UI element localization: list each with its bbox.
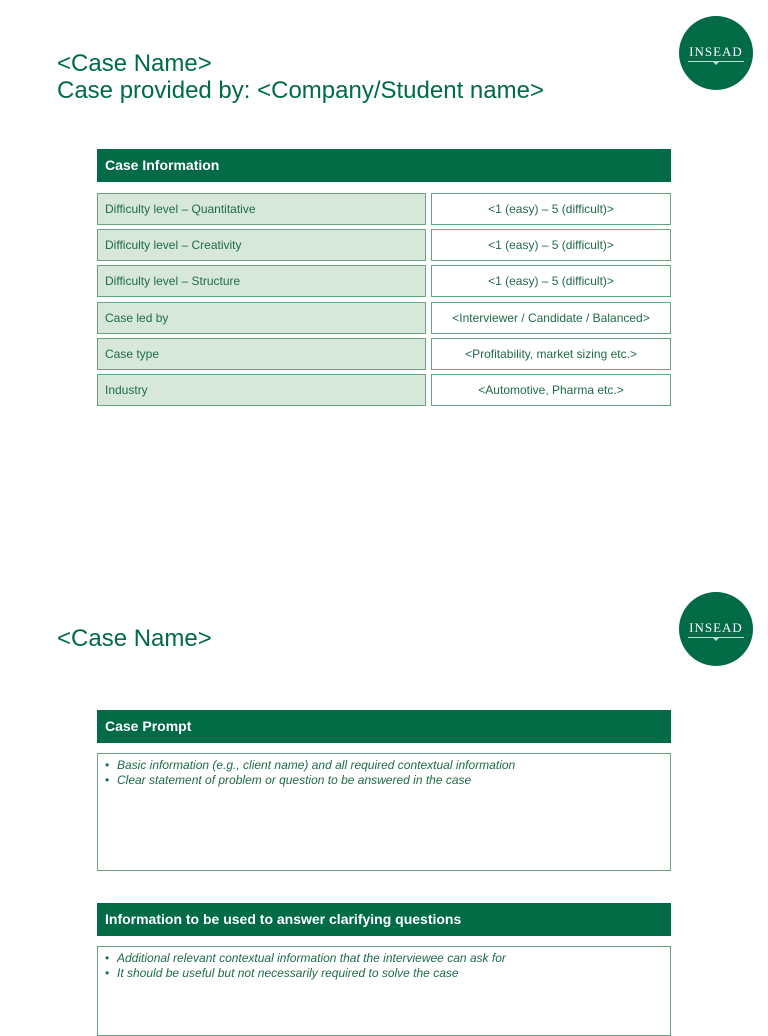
- insead-logo-text: INSEAD: [689, 619, 743, 635]
- info-row-creativity: [97, 229, 671, 261]
- case-prompt-list: [104, 758, 664, 788]
- page-title: [57, 50, 544, 104]
- case-prompt-box: [97, 753, 671, 871]
- info-row-industry: [97, 374, 671, 406]
- list-item: [104, 951, 664, 966]
- bullet-icon: •: [105, 966, 110, 980]
- list-item: [104, 966, 664, 981]
- info-value: <Automotive, Pharma etc.>: [431, 374, 671, 406]
- info-value: <1 (easy) – 5 (difficult)>: [431, 193, 671, 225]
- list-item-text: Additional relevant contextual information that the interviewee can ask for: [117, 951, 506, 965]
- info-value: <1 (easy) – 5 (difficult)>: [431, 229, 671, 261]
- clarifying-questions-header: Information to be used to answer clarifying questions: [97, 903, 671, 936]
- list-item: [104, 773, 664, 788]
- info-label: Case led by: [97, 302, 426, 334]
- info-label: Industry: [97, 374, 426, 406]
- list-item: [104, 758, 664, 773]
- info-label: Difficulty level – Structure: [97, 265, 426, 297]
- list-item-text: Clear statement of problem or question to be answered in the case: [117, 773, 472, 787]
- case-prompt-header: Case Prompt: [97, 710, 671, 743]
- bullet-icon: •: [105, 758, 110, 772]
- info-row-case-led-by: [97, 302, 671, 334]
- bullet-icon: •: [105, 951, 110, 965]
- info-row-structure: [97, 265, 671, 297]
- info-value: <Interviewer / Candidate / Balanced>: [431, 302, 671, 334]
- info-row-case-type: [97, 338, 671, 370]
- logo-rule-icon: [688, 637, 744, 638]
- list-item-text: It should be useful but not necessarily required to solve the case: [117, 966, 459, 980]
- info-label: Difficulty level – Quantitative: [97, 193, 426, 225]
- info-value: <Profitability, market sizing etc.>: [431, 338, 671, 370]
- clarifying-questions-box: [97, 946, 671, 1036]
- logo-rule-icon: [688, 61, 744, 62]
- info-label: Case type: [97, 338, 426, 370]
- case-information-header: Case Information: [97, 149, 671, 182]
- insead-logo-text: INSEAD: [689, 43, 743, 59]
- bullet-icon: •: [105, 773, 110, 787]
- info-label: Difficulty level – Creativity: [97, 229, 426, 261]
- case-provider-title: Case provided by: <Company/Student name>: [57, 77, 544, 104]
- insead-logo: [679, 592, 753, 666]
- insead-logo: [679, 16, 753, 90]
- info-value: <1 (easy) – 5 (difficult)>: [431, 265, 671, 297]
- clarifying-questions-list: [104, 951, 664, 981]
- page-title: <Case Name>: [57, 625, 212, 652]
- info-row-quantitative: [97, 193, 671, 225]
- slide-case-prompt: [0, 575, 768, 1024]
- list-item-text: Basic information (e.g., client name) and all required contextual information: [117, 758, 516, 772]
- case-name-title: <Case Name>: [57, 50, 212, 77]
